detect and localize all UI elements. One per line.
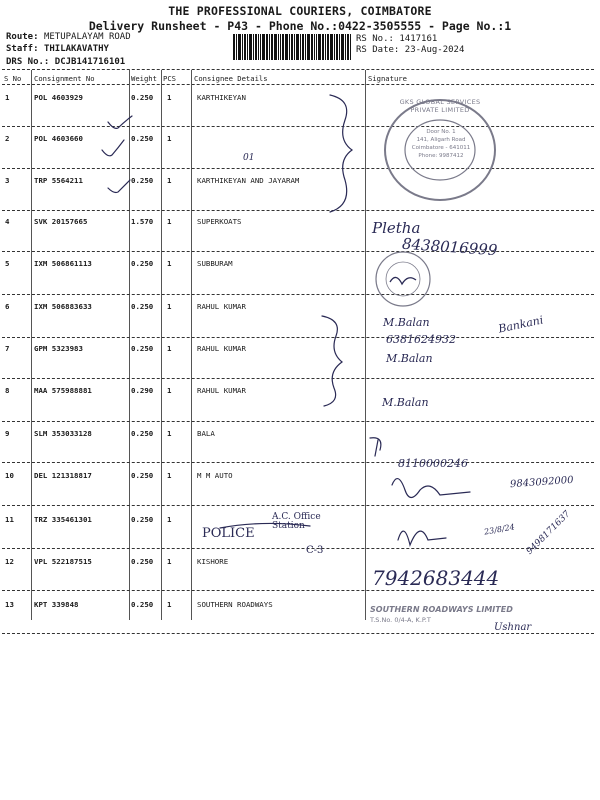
- row-5-consignment: IXM 506861113: [34, 259, 92, 268]
- row-4-weight: 1.570: [131, 217, 154, 226]
- row-7-pcs: 1: [167, 344, 172, 353]
- row-8-weight: 0.290: [131, 386, 154, 395]
- row-9-consignee: BALA: [197, 429, 215, 438]
- row11-police-note: POLICE: [202, 526, 255, 541]
- southern-roadways-stamp: [370, 605, 548, 631]
- row-13-consignee: SOUTHERN ROADWAYS: [197, 600, 273, 609]
- row-2-sno: 2: [5, 134, 10, 143]
- row11-phone: 9498171637: [524, 509, 573, 557]
- col-head-sno: S No: [4, 74, 22, 83]
- runsheet-subtitle: Delivery Runsheet - P43 - Phone No.:0422-3505555 - Page No.:1: [88, 19, 512, 33]
- row11-date: 23/8/24: [483, 522, 516, 537]
- col-head-consignment: Consignment No: [34, 74, 95, 83]
- row-3-pcs: 1: [167, 176, 172, 185]
- row-12-sno: 12: [5, 557, 14, 566]
- row-4-sno: 4: [5, 217, 10, 226]
- row-13-pcs: 1: [167, 600, 172, 609]
- brace-icon: [322, 316, 342, 406]
- rs-no-label: RS No.:: [356, 34, 394, 44]
- row-7-consignment: GPM 5323983: [34, 344, 83, 353]
- southern-stamp-line2: T.S.No. 0/4-A, K.P.T: [370, 616, 431, 624]
- row-8-consignment: MAA 575988881: [34, 386, 92, 395]
- row-5-pcs: 1: [167, 259, 172, 268]
- row-12-weight: 0.250: [131, 557, 154, 566]
- col-head-signature: Signature: [368, 74, 407, 83]
- row-1-weight: 0.250: [131, 93, 154, 102]
- col-head-consignee: Consignee Details: [194, 74, 268, 83]
- southern-stamp-line1: SOUTHERN ROADWAYS LIMITED: [370, 605, 513, 614]
- row-9-sno: 9: [5, 429, 10, 438]
- row-2-pcs: 1: [167, 134, 172, 143]
- row9-sign-phone: 8110000246: [398, 457, 468, 470]
- row-3-consignee: KARTHIKEYAN AND JAYARAM: [197, 176, 300, 185]
- route-label: Route:: [6, 32, 39, 42]
- row-13-consignment: KPT 339848: [34, 600, 79, 609]
- row-6-sno: 6: [5, 302, 10, 311]
- row2-note: 01: [243, 153, 255, 163]
- row-12-consignment: VPL 522187515: [34, 557, 92, 566]
- row-12-pcs: 1: [167, 557, 172, 566]
- round-seal-icon: [372, 250, 434, 308]
- row-10-weight: 0.250: [131, 471, 154, 480]
- row-1-consignment: POL 4603929: [34, 93, 83, 102]
- row-11-sno: 11: [5, 515, 14, 524]
- scribble-icon: [392, 479, 470, 498]
- row-5-sno: 5: [5, 259, 10, 268]
- col-head-weight: Weight: [131, 74, 157, 83]
- row-2-consignment: POL 4603660: [34, 134, 83, 143]
- gks-stamp-line4: Phone: 9987412: [418, 153, 464, 159]
- brace-icon: [330, 95, 352, 212]
- row-5-weight: 0.250: [131, 259, 154, 268]
- rs-date-label: RS Date:: [356, 45, 400, 55]
- row4-sign-phone: 8438016999: [401, 234, 498, 260]
- checkmark-icon: [108, 180, 130, 193]
- row-6-pcs: 1: [167, 302, 172, 311]
- drs-label: DRS No.:: [6, 57, 50, 67]
- drs-value: DCJB141716101: [54, 57, 126, 67]
- row-2-weight: 0.250: [131, 134, 154, 143]
- scribble-icon: [398, 531, 446, 545]
- row-9-weight: 0.250: [131, 429, 154, 438]
- row8-sign-name: M.Balan: [382, 396, 429, 409]
- row10-sign-phone: 9843092000: [509, 474, 574, 491]
- row-11-pcs: 1: [167, 515, 172, 524]
- row-3-weight: 0.250: [131, 176, 154, 185]
- row13-sign-name: Ushnar: [494, 622, 532, 633]
- row-1-consignee: KARTHIKEYAN: [197, 93, 246, 102]
- row-11-weight: 0.250: [131, 515, 154, 524]
- row-11-consignment: TRZ 335461301: [34, 515, 92, 524]
- row-8-sno: 8: [5, 386, 10, 395]
- row-10-consignment: DEL 121318817: [34, 471, 92, 480]
- row-7-consignee: RAHUL KUMAR: [197, 344, 246, 353]
- row-6-consignment: IXM 506883633: [34, 302, 92, 311]
- row-1-sno: 1: [5, 93, 10, 102]
- gks-stamp-line2: 141, Aligarh Road: [416, 137, 466, 143]
- gks-company-stamp: [382, 96, 498, 204]
- row-8-consignee: RAHUL KUMAR: [197, 386, 246, 395]
- col-head-pcs: PCS: [163, 74, 176, 83]
- row-1-pcs: 1: [167, 93, 172, 102]
- row-5-consignee: SUBBURAM: [197, 259, 233, 268]
- row-3-consignment: TRP 5564211: [34, 176, 83, 185]
- company-title: THE PROFESSIONAL COURIERS, COIMBATORE: [168, 4, 432, 18]
- gks-stamp-line1: Door No. 1: [426, 129, 456, 135]
- gks-stamp-inner: [406, 128, 476, 160]
- scribble-icon: [370, 438, 381, 456]
- row-13-sno: 13: [5, 600, 14, 609]
- staff-label: Staff:: [6, 43, 39, 54]
- row-10-pcs: 1: [167, 471, 172, 480]
- gks-stamp-outer-text: GKS GLOBAL SERVICES PRIVATE LIMITED: [399, 98, 481, 114]
- row7-sign-name: M.Balan: [386, 352, 433, 365]
- gks-stamp-line3: Coimbatore - 641011: [411, 145, 471, 151]
- row-7-sno: 7: [5, 344, 10, 353]
- row-12-consignee: KISHORE: [197, 557, 229, 566]
- row-9-consignment: SLM 353033128: [34, 429, 92, 438]
- row-4-pcs: 1: [167, 217, 172, 226]
- row-4-consignee: SUPERKOATS: [197, 217, 242, 226]
- rs-date-value: 23-Aug-2024: [404, 45, 465, 55]
- row11-station-note: A.C. Office Station: [272, 512, 321, 531]
- route-value: METUPALAYAM ROAD: [43, 32, 131, 42]
- row6-sign-extra: Bankani: [497, 313, 545, 336]
- row-7-weight: 0.250: [131, 344, 154, 353]
- row-8-pcs: 1: [167, 386, 172, 395]
- rs-no-value: 1417161: [399, 34, 438, 44]
- row-10-consignee: M M AUTO: [197, 471, 233, 480]
- row-10-sno: 10: [5, 471, 14, 480]
- row11-c3-note: C-3: [306, 545, 324, 556]
- row4-sign-name: Pletha: [372, 219, 421, 237]
- checkmark-icon: [108, 116, 132, 128]
- checkmark-icon: [102, 140, 124, 156]
- row6-sign-name: M.Balan: [383, 316, 430, 329]
- row-6-consignee: RAHUL KUMAR: [197, 302, 246, 311]
- row6-sign-phone: 6381624932: [386, 333, 456, 346]
- staff-value: THILAKAVATHY: [43, 43, 109, 54]
- row-9-pcs: 1: [167, 429, 172, 438]
- row-3-sno: 3: [5, 176, 10, 185]
- row-6-weight: 0.250: [131, 302, 154, 311]
- row-13-weight: 0.250: [131, 600, 154, 609]
- row-4-consignment: SVK 20157665: [34, 217, 88, 226]
- row12-sign-phone: 7942683444: [372, 566, 500, 590]
